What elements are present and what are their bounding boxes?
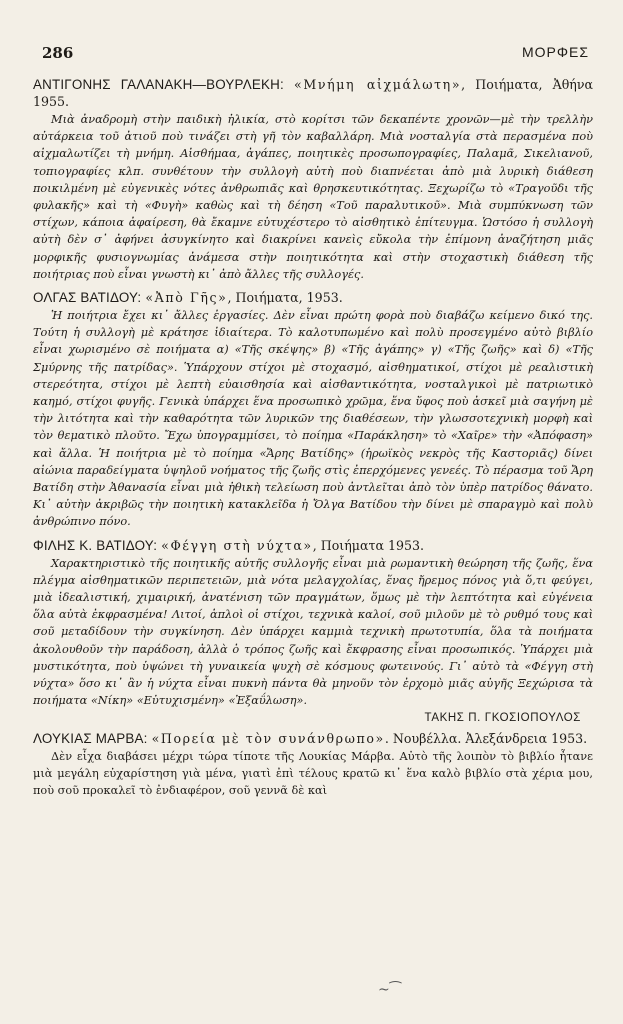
- review-author: ΑΝΤΙΓΟΝΗΣ ΓΑΛΑΝΑΚΗ—ΒΟΥΡΛΕΚΗ:: [33, 77, 284, 92]
- review-text: Δὲν εἶχα διαβάσει μέχρι τώρα τίποτε τῆς Λουκίας Μάρβα. Αὐτὸ τῆς λοιπὸν τὸ βιβλίο ἦτανε μιὰ μεγάλη εὐχαρίστηση γιὰ μένα, γιατὶ ἐπὶ τέλους κρατῶ κι᾽ ἕνα καλὸ βιβλίο στὰ χέρια μου, ποὺ σοῦ προκαλεῖ τὸ ἐνδιαφέρον, σοῦ γεννᾶ δὲ καὶ: [33, 749, 593, 797]
- review-book-title: «Φέγγη στὴ νύχτα»: [161, 537, 313, 553]
- review-text: Μιὰ ἀναδρομὴ στὴν παιδικὴ ἡλικία, στὸ κορίτσι τῶν δεκαπέντε χρονῶν—μὲ τὴν τρελλὴν αὐτάρκεια τοῦ ἀτιοῦ ποὺ τινάζει στὴ γῆ τὸν καβαλλάρη. Μιὰ νοσταλγία στὰ περασμένα ποὺ αἰχμαλωτίζει τὴ μνήμη. Αἰσθήμαα, ἀγάπες, ποιητικὲς προσωπογραφίες, Παλαμᾶ, Σικελιανοῦ, τοπιογραφίες κλπ. συνθέτουν τὴν συλλογὴ αὐτὴ ποὺ διαπνέεται ἀπὸ μιὰ λυρικὴ διάθεση ποικιλμένη μὲ εὐγενικὲς νότες ἀνθρωπιᾶς καὶ θρησκευτικότητας. Ξεχωρίζω τὸ «Τραγοῦδι τῆς φυλακῆς» καὶ τὴ «Φυγὴ» καθὼς καὶ τὴ δέηση «Τοῦ παραλυτικοῦ». Μιὰ συμπύκνωση τῶν στίχων, κάποια ἀφαίρεση, θὰ ἔκαμνε εὐτυχέστερο τὸ αἰσθητικὸ ἐπίτευγμα. Ὡστόσο ἡ συλλογὴ αὐτὴ δὲν σ᾽ ἀφήνει ἀσυγκίνητο καὶ διακρίνει κανεὶς εὔκολα τὴν ἐπίμονη ἀναζήτηση μιᾶς μορφικῆς φυσιογνωμίας ἀνάμεσα στὴν ποιητικότητα καὶ στὴν στοχαστικὴ διάθεση τῆς ποιήτριας ποὺ εἶναι γνωστὴ κι᾽ ἀπὸ ἄλλες τῆς συλλογές.: [33, 113, 593, 281]
- review-book-title: «Μνήμη αἰχμάλωτη»: [294, 77, 462, 92]
- review-text: Χαρακτηριστικὸ τῆς ποιητικῆς αὐτῆς συλλογῆς εἶναι μιὰ ρωμαντικὴ θεώρηση τῆς ζωῆς, ἕνα πλέγμα αἰσθηματικῶν περιπετειῶν, μιὰ νότα μελαγχολίας, ἕνας ἤρεμος πόνος γιὰ ὅ,τι φεύγει, μιὰ ἰδεαλιστική, χιμαιρική, ἀνατένιση τῶν πραγμάτων, ὅμως μὲ τὴν λεπτότητα καὶ εὐγένεια ὅλα αὐτὰ ἐκφρασμένα! Λιτοί, ἁπλοὶ οἱ στίχοι, τεχνικὰ καλοί, σοῦ μιλοῦν μὲ τὸ ρυθμό τους καὶ σοῦ μεταδίδουν τὴν συγκίνηση. Δὲν ὑπάρχει καμμιὰ τεχνικὴ πρωτοτυπία, ὅλα τὰ ποιήματα ἀκολουθοῦν τὴν παράδοση, ἀλλὰ ὁ τρόπος ζωῆς καὶ ἔκφρασης εἶναι προσωπικός. Ὑπάρχει μιὰ μυστικότητα, ποὺ ὑψώνει τὴ γυναικεία ψυχὴ σὲ κόσμους φωτεινούς. Γι᾽ αὐτὸ τὰ «Φέγγη στὴ νύχτα» ὅσο κι᾽ ἂν ἡ νύχτα εἶναι πυκνὴ πάντα θὰ μηνοῦν τὸν ἐρχομὸ μιᾶς αὐγῆς Ξεχώρισα τὰ ποιήματα «Νίκη» «Εὐτυχισμένη» «Ἐξαΰλωση».: [33, 556, 593, 708]
- review-author: ΦΙΛΗΣ Κ. ΒΑΤΙΔΟΥ:: [33, 537, 158, 553]
- review-book-title: «Ἀπὸ Γῆς»: [145, 290, 228, 306]
- review-details: , Ποιήματα 1953.: [312, 537, 425, 553]
- review-vatidou-olga: [33, 289, 593, 531]
- review-heading: [33, 730, 593, 747]
- review-text: Ἡ ποιήτρια ἔχει κι᾽ ἄλλες ἐργασίες. Δὲν εἶναι πρώτη φορὰ ποὺ διαβάζω κείμενο δικό της. Τούτη ἡ συλλογὴ μὲ κράτησε ἰδιαίτερα. Τὸ καλοτυπωμένο καὶ πολὺ προσεγμένο αὐτὸ βιβλίο εἶναι χωρισμένο σὲ ποιήματα α) «Τῆς σκέψης» β) «Τῆς ἀγάπης» γ) «Τῆς ζωῆς» καὶ δ) «Τῆς Σμύρνης τῆς πατρίδας». Ὑπάρχουν στίχοι μὲ στοχασμό, αἰσθηματικοί, στίχοι μὲ ρεαλιστικὴ στερεότητα, στίχοι μὲ λεπτὴ εὐαισθησία καὶ αἰσθαντικότητα, νοσταλγικοὶ μὲ πατριωτικὸ καημό, στίχοι φυγῆς. Γενικὰ ὑπάρχει ἕνα προσωπικὸ χρῶμα, ἕνα ὕφος ποὺ ἀσκεῖ μιὰ σαγήνη μὲ τὴν λιτότητα καὶ τὴν καθαρότητα τῶν λυρικῶν της διαθέσεων, τὴν γλωσσοτεχνικὴ μορφὴ καὶ τὸν θεματικὸ πλοῦτο. Ἔχω ὑπογραμμίσει, τὸ ποίημα «Παράκληση» τὸ «Χαῖρε» τὴν «Ἀπόφαση» καὶ ἄλλα. Ἡ ποιήτρια μὲ τὸ ποίημα «Ἄρης Βατίδης» (ἡρωϊκὸς νεκρὸς τῆς Καστοριᾶς) δίνει αἰώνια παραδείγματα ὑψηλοῦ νοήματος τῆς ζωῆς στὶς ἐπερχόμενες γενεές. Τὸ πέρασμα τοῦ Ἄρη Βατίδη στὴν Ἀθανασία εἶναι μιὰ ἠθικὴ τελείωση ποὺ ἀντλεῖται ἀπὸ τὸν ὑπὲρ πατρίδος θάνατο. Κι᾽ αὐτὴν ἀκριβῶς τὴν ποιητικὴ κατακλεῖδα ἡ Ὄλγα Βατίδου τὴν δίνει μὲ σπαραγμὸ καὶ πολὺ ἀνθρώπινο πόνο.: [33, 309, 593, 529]
- page-header: [33, 44, 593, 66]
- running-title: ΜΟΡΦΕΣ: [521, 44, 589, 60]
- review-details: , Ποιήματα, 1953.: [227, 290, 343, 306]
- reviewer-signature: ΤΑΚΗΣ Π. ΓΚΟΣΙΟΠΟΥΛΟΣ: [424, 711, 581, 724]
- review-author: ΟΛΓΑΣ ΒΑΤΙΔΟΥ:: [33, 290, 142, 306]
- page-number: 286: [42, 44, 74, 62]
- review-heading: [33, 76, 593, 110]
- review-vatidou-fili: [33, 537, 593, 724]
- review-heading: [33, 537, 593, 554]
- review-details: , Ποιήματα, Ἀθήνα 1955.: [33, 77, 593, 109]
- review-book-title: «Πορεία μὲ τὸν συνάνθρωπο»: [151, 730, 385, 746]
- review-heading: [33, 289, 593, 306]
- review-author: ΛΟΥΚΙΑΣ ΜΑΡΒΑ:: [33, 730, 148, 746]
- review-details: . Νουβέλλα. Ἀλεξάνδρεια 1953.: [384, 730, 588, 746]
- review-marva: [33, 730, 593, 800]
- review-galanaki: [33, 76, 593, 283]
- page-ornament-icon: ~⁀: [378, 982, 401, 998]
